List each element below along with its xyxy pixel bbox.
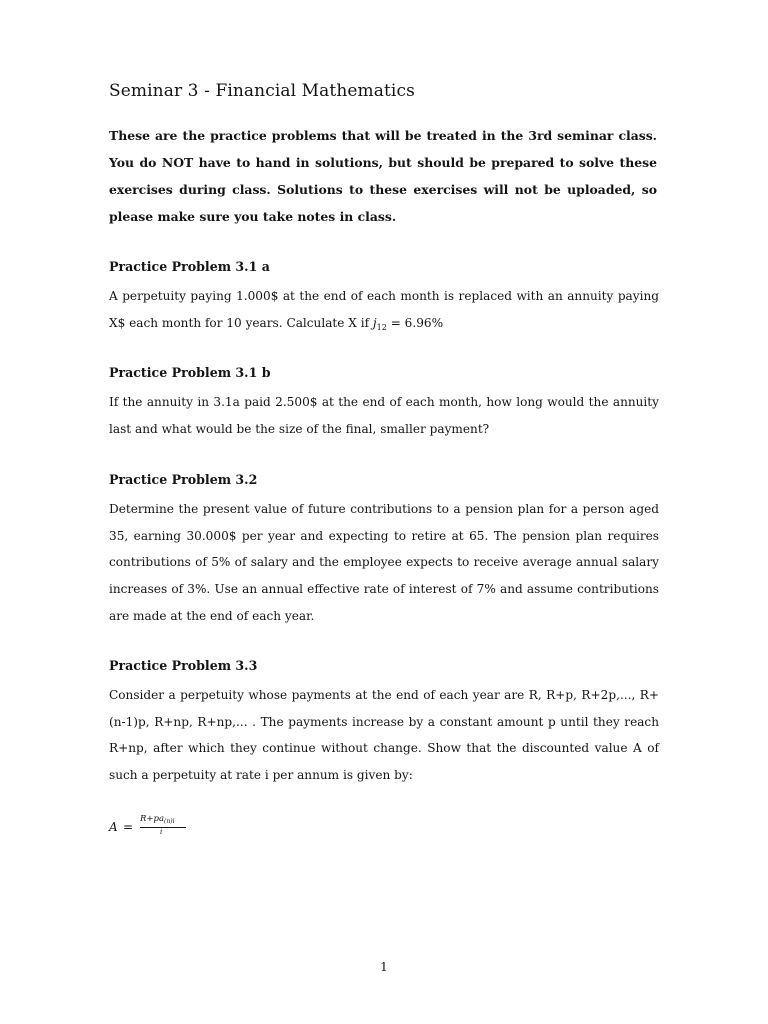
problem-text-part: = 6.96% bbox=[386, 315, 444, 330]
page-title: Seminar 3 - Financial Mathematics bbox=[109, 81, 415, 101]
problem-heading: Practice Problem 3.1 b bbox=[109, 365, 271, 380]
numerator-text: R+pa bbox=[140, 814, 165, 824]
perpetuity-formula bbox=[109, 812, 229, 842]
problem-heading: Practice Problem 3.1 a bbox=[109, 259, 270, 274]
problem-3-1b bbox=[109, 363, 659, 442]
problem-text: If the annuity in 3.1a paid 2.500$ at the end of each month, how long would the annuity last and what would be the size of the final, smaller payment? bbox=[109, 395, 659, 436]
problem-heading: Practice Problem 3.2 bbox=[109, 472, 258, 487]
problem-text: Determine the present value of future contributions to a pension plan for a person aged 35, earning 30.000$ per year and expecting to retire at 65. The pension plan requires contributions of 5% of salary and the employee expects to receive average annual salary increases of 3%. Use an annual effective rate of interest of 7% and assume contributions are made at the end of each year. bbox=[109, 502, 659, 623]
problem-text bbox=[109, 283, 659, 341]
numerator-subscript: (n)i bbox=[164, 818, 175, 825]
formula-numerator bbox=[140, 814, 175, 825]
fraction-bar bbox=[140, 827, 186, 828]
rate-subscript: 12 bbox=[376, 322, 387, 332]
formula-denominator: i bbox=[160, 828, 163, 836]
page-number: 1 bbox=[380, 960, 388, 974]
formula-equals: = bbox=[123, 820, 134, 834]
problem-text: Consider a perpetuity whose payments at the end of each year are R, R+p, R+2p,..., R+(n-1)p, R+np, R+np,... . The payments increase by a constant amount p until they reach R+np, after which they continue without change. Show that the discounted value A of such a perpetuity at rate i per annum is given by: bbox=[109, 688, 659, 783]
intro-paragraph: These are the practice problems that will be treated in the 3rd seminar class. You do NOT have to hand in solutions, but should be prepared to solve these exercises during class. Solutions to these exercises will not be uploaded, so please make sure you take notes in class. bbox=[109, 128, 657, 224]
problem-3-3 bbox=[109, 656, 659, 789]
problem-text-part: A perpetuity paying 1.000$ at the end of each month is replaced with an annuity paying X$ each month for 10 years. Calculate X if bbox=[109, 289, 659, 330]
problem-3-2 bbox=[109, 470, 659, 630]
problem-3-1a bbox=[109, 257, 659, 341]
rate-symbol: j bbox=[372, 315, 377, 330]
problem-heading: Practice Problem 3.3 bbox=[109, 658, 258, 673]
formula-lhs: A bbox=[109, 820, 118, 834]
